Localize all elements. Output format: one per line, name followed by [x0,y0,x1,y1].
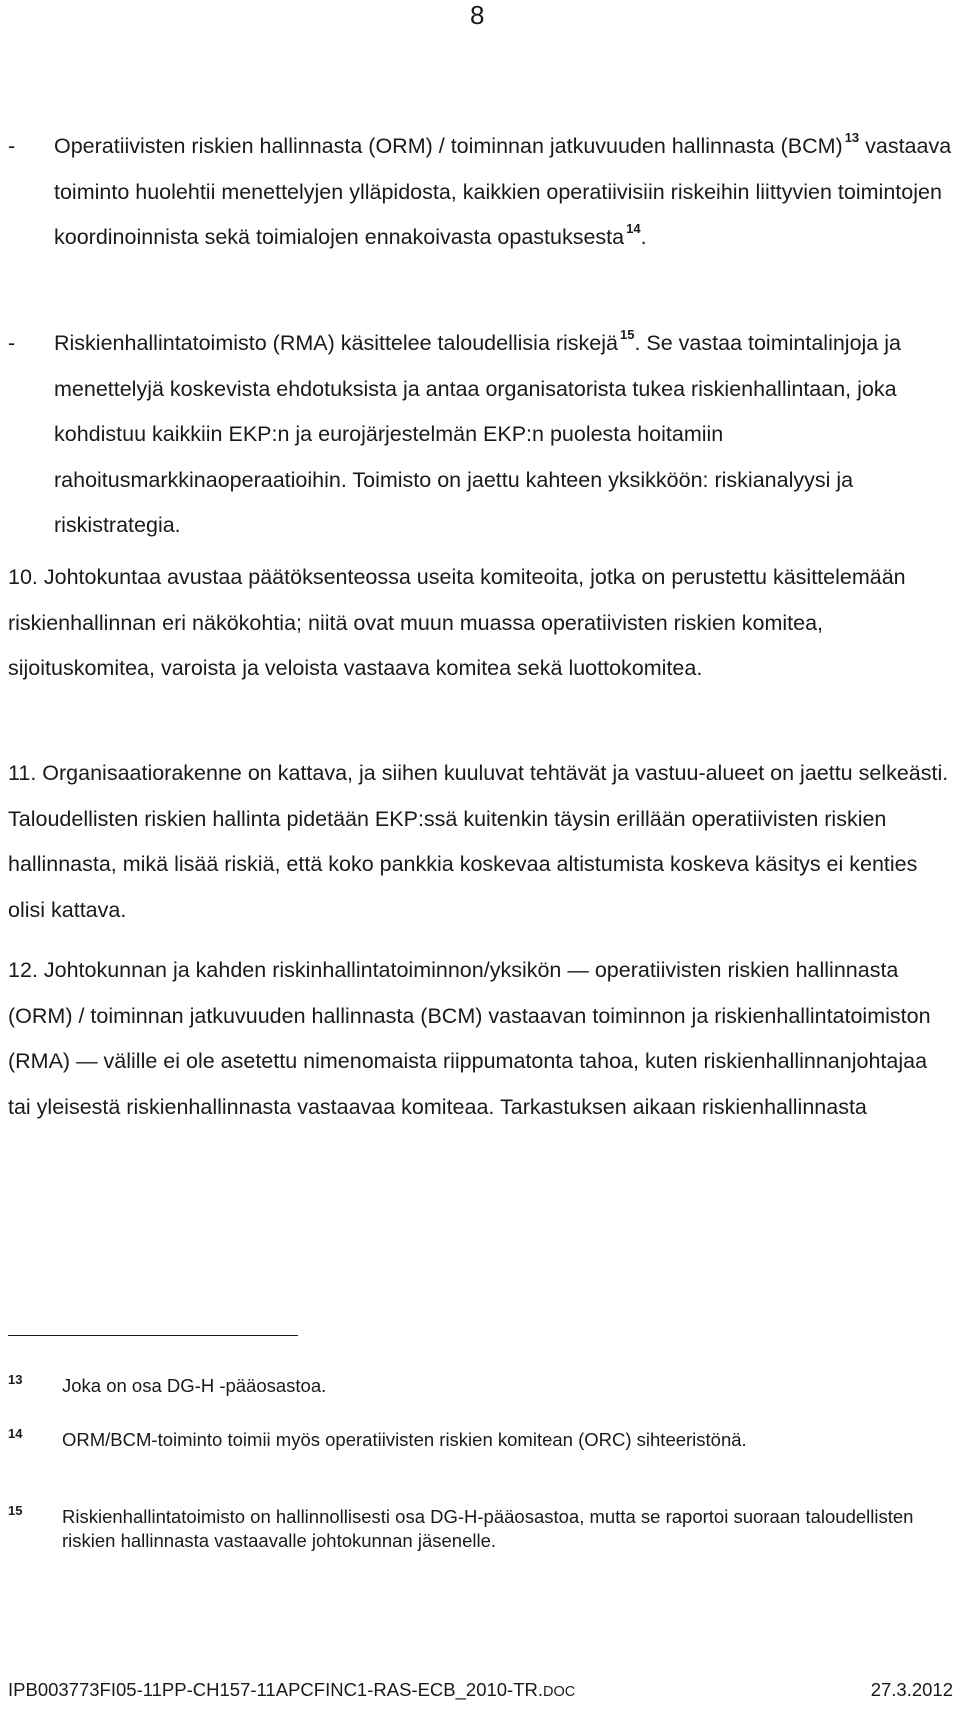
footnote-text: ORM/BCM-toiminto toimii myös operatiivisten riskien komitean (ORC) sihteeristönä. [62,1429,747,1450]
bullet-text-part: Operatiivisten riskien hallinnasta (ORM) / toiminnan jatkuvuuden hallinnasta (BCM) [54,134,843,158]
bullet-text-part: . Se vastaa toimintalinjoja ja menettelyjä koskevista ehdotuksista ja antaa organisatorista tukea riskienhallintaan, joka kohdistuu kaikkiin EKP:n ja eurojärjestelmän EKP:n puolesta hoitamiin rahoitusmarkkinaoperaatioihin. Toimisto on jaettu kahteen yksikköön: riskianalyysi ja riskistrategia. [54,331,901,537]
document-id-main: IPB003773FI05-11PP-CH157-11APCFINC1-RAS-ECB_2010-TR. [8,1679,544,1700]
bullet-text-part: vastaava toiminto huolehtii menettelyjen ylläpidosta, kaikkien operatiivisiin riskeihin liittyvien toimintojen koordinoinnista sekä toimialojen ennakoivasta opastuksesta [54,134,952,249]
footnote-ref[interactable]: 13 [844,129,860,145]
bullet-dash: - [8,331,16,355]
bullet-orm-bcm [8,124,953,261]
footnote-ref[interactable]: 14 [626,220,641,236]
footnote-number: 15 [8,1503,23,1518]
paragraph-text: Johtokunnan ja kahden riskinhallintatoiminnon/yksikön — operatiivisten riskien hallinnasta (ORM) / toiminnan jatkuvuuden hallinnasta (BCM) vastaavan toiminnon ja riskienhallintatoimiston (RMA) — välille ei ole asetettu nimenomaista riippumatonta tahoa, kuten riskienhallinnanjohtajaa tai yleisestä riskienhallinnasta vastaavaa komiteaa. Tarkastuksen aikaan riskienhallinnasta [8,958,931,1119]
paragraph-number: 11. [8,761,37,785]
footnote-separator [8,1335,298,1336]
footnote-number: 13 [8,1372,23,1387]
footnote-text: Joka on osa DG-H -pääosastoa. [62,1375,327,1396]
paragraph-12 [8,948,953,1130]
footnote-ref[interactable]: 15 [620,326,635,342]
document-id [8,1678,575,1704]
footnote-text: Riskienhallintatoimisto on hallinnollisesti osa DG-H-pääosastoa, mutta se raportoi suoraan taloudellisten riskien hallinnasta vastaavalle johtokunnan jäsenelle. [62,1506,914,1551]
document-date: 27.3.2012 [870,1679,953,1700]
page-number: 8 [470,0,485,30]
document-id-extension: DOC [543,1684,576,1700]
paragraph-text: Johtokuntaa avustaa päätöksenteossa useita komiteoita, jotka on perustettu käsittelemään riskienhallinnan eri näkökohtia; niitä ovat muun muassa operatiivisten riskien komitea, sijoituskomitea, varoista ja veloista vastaava komitea sekä luottokomitea. [8,565,906,680]
bullet-text-part: Riskienhallintatoimisto (RMA) käsittelee taloudellisia riskejä [54,331,618,355]
footnote-15 [8,1505,953,1553]
paragraph-number: 10. [8,565,38,589]
footnote-14 [8,1428,953,1452]
paragraph-10 [8,555,953,692]
bullet-text [54,124,953,261]
paragraph-11 [8,751,953,933]
paragraph-text: Organisaatiorakenne on kattava, ja siihen kuuluvat tehtävät ja vastuu-alueet on jaettu selkeästi. Taloudellisten riskien hallinta pidetään EKP:ssä kuitenkin täysin erillään operatiivisten riskien hallinnasta, mikä lisää riskiä, että koko pankkia koskevaa altistumista koskeva käsitys ei kenties olisi kattava. [8,761,949,922]
bullet-rma [8,321,953,549]
bullet-dash: - [8,134,16,158]
footnote-number: 14 [8,1426,23,1441]
bullet-text [54,321,953,549]
footnote-13 [8,1374,953,1398]
paragraph-number: 12. [8,958,38,982]
bullet-text-part: . [640,225,647,249]
